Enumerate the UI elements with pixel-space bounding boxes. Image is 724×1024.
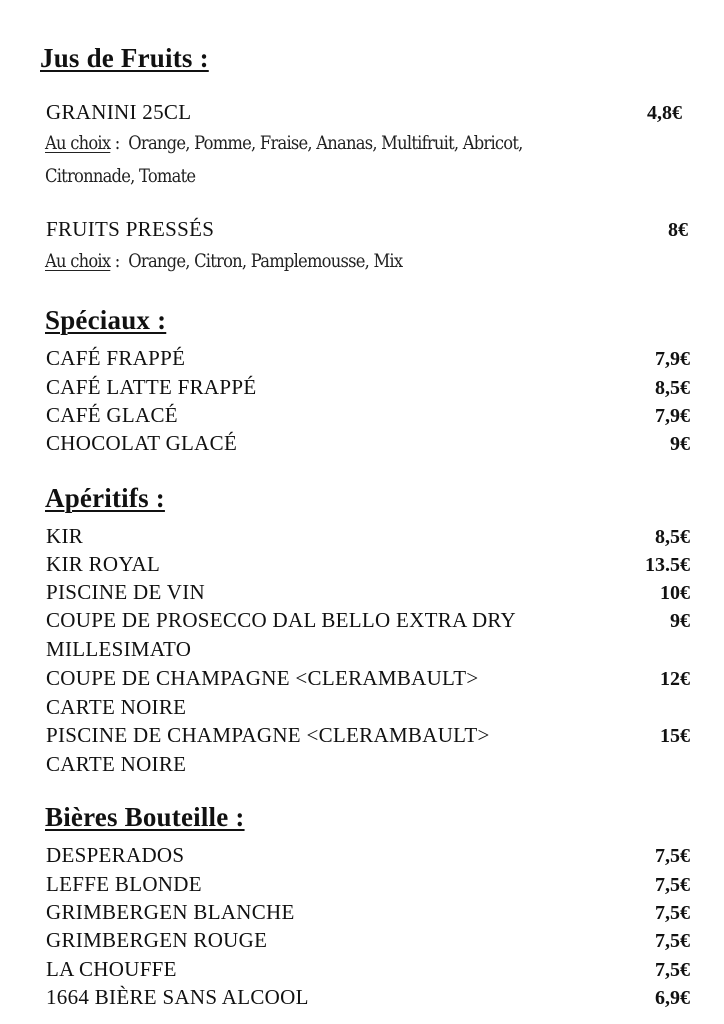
section-title-speciaux: Spéciaux :: [45, 305, 167, 335]
item-price: 13.5€: [645, 554, 690, 576]
choice-separator: :: [110, 132, 129, 154]
item-name: CAFÉ GLACÉ: [46, 403, 178, 427]
item-name: COUPE DE PROSECCO DAL BELLO EXTRA DRY: [46, 608, 517, 632]
item-choices-fruits-presses: [45, 252, 402, 271]
item-choices-granini: [45, 134, 523, 153]
item-price: 8,5€: [655, 526, 690, 548]
item-price: 9€: [670, 433, 690, 455]
item-name: COUPE DE CHAMPAGNE <CLERAMBAULT>: [46, 666, 479, 690]
item-price: 12€: [660, 668, 690, 690]
item-price-granini: 4,8€: [647, 102, 682, 124]
item-name: LEFFE BLONDE: [46, 872, 202, 896]
item-price: 7,5€: [655, 874, 690, 896]
item-name-granini: GRANINI 25CL: [46, 100, 192, 124]
choice-separator: :: [110, 250, 129, 272]
item-name: PISCINE DE VIN: [46, 580, 205, 604]
item-name: CAFÉ FRAPPÉ: [46, 346, 186, 370]
choice-options: Orange, Citron, Pamplemousse, Mix: [128, 250, 403, 272]
choice-label: Au choix: [45, 132, 111, 154]
item-price: 7,9€: [655, 405, 690, 427]
item-name: CHOCOLAT GLACÉ: [46, 431, 238, 455]
item-name: GRIMBERGEN ROUGE: [46, 928, 268, 952]
section-title-jus-de-fruits: Jus de Fruits :: [40, 43, 209, 73]
item-price: 7,9€: [655, 348, 690, 370]
item-name-cont: CARTE NOIRE: [46, 695, 187, 719]
item-price: 9€: [670, 610, 690, 632]
item-price: 7,5€: [655, 930, 690, 952]
item-name: PISCINE DE CHAMPAGNE <CLERAMBAULT>: [46, 723, 490, 747]
item-price: 7,5€: [655, 845, 690, 867]
item-name: KIR: [46, 524, 84, 548]
section-title-aperitifs: Apéritifs :: [45, 483, 165, 513]
item-price: 10€: [660, 582, 690, 604]
item-choices-granini-cont: Citronnade, Tomate: [45, 165, 196, 187]
item-name: 1664 BIÈRE SANS ALCOOL: [46, 985, 309, 1009]
item-price: 15€: [660, 725, 690, 747]
item-name: KIR ROYAL: [46, 552, 161, 576]
section-title-bieres-bouteille: Bières Bouteille :: [45, 802, 245, 832]
item-name-fruits-presses: FRUITS PRESSÉS: [46, 217, 215, 241]
item-name: CAFÉ LATTE FRAPPÉ: [46, 375, 257, 399]
choice-options: Orange, Pomme, Fraise, Ananas, Multifruit, Abricot,: [128, 132, 523, 154]
choice-label: Au choix: [45, 250, 111, 272]
item-price-fruits-presses: 8€: [668, 219, 688, 241]
item-price: 7,5€: [655, 902, 690, 924]
item-price: 6,9€: [655, 987, 690, 1009]
item-name-cont: CARTE NOIRE: [46, 752, 187, 776]
item-price: 8,5€: [655, 377, 690, 399]
item-name: LA CHOUFFE: [46, 957, 177, 981]
item-price: 7,5€: [655, 959, 690, 981]
item-name: DESPERADOS: [46, 843, 185, 867]
item-name-cont: MILLESIMATO: [46, 637, 192, 661]
item-name: GRIMBERGEN BLANCHE: [46, 900, 295, 924]
